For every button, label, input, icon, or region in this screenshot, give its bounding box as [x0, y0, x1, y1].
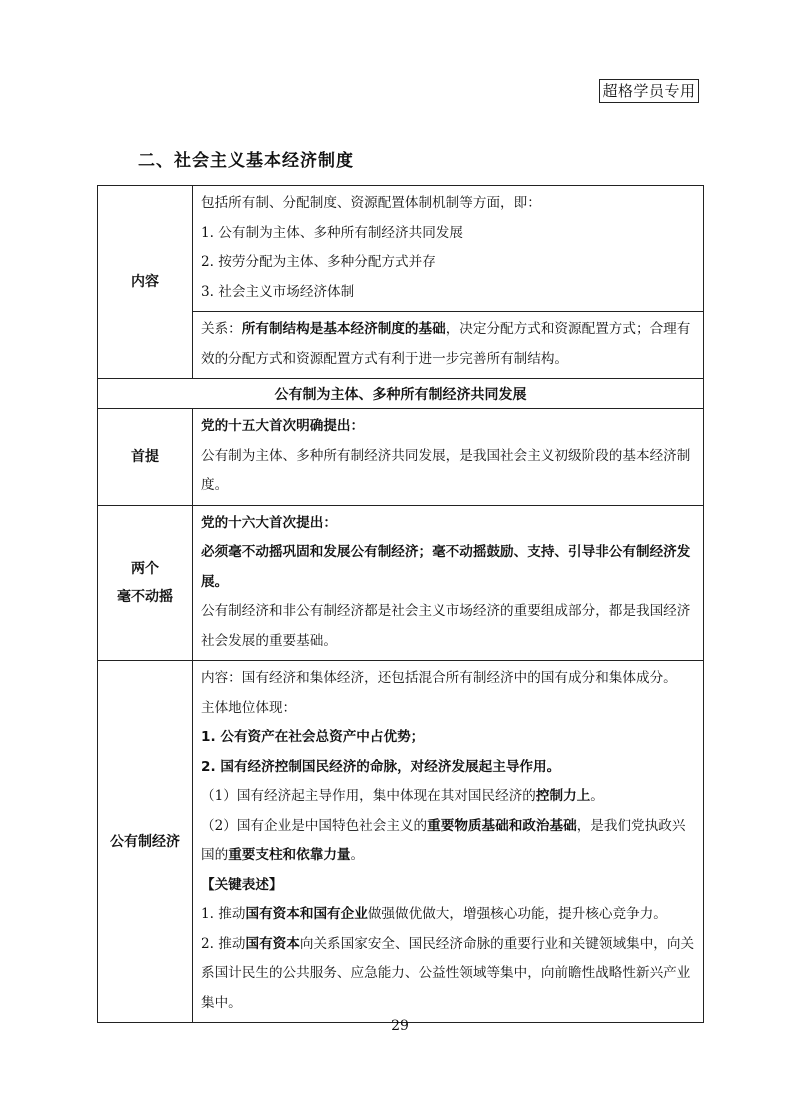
two-unwavering-cell: [193, 505, 704, 661]
first-proposal-body: 公有制为主体、多种所有制经济共同发展，是我国社会主义初级阶段的基本经济制度。: [201, 447, 691, 493]
page-number: 29: [391, 1018, 409, 1034]
two-unwavering-heading: 党的十六大首次提出：: [201, 514, 337, 531]
relation-text: 关系：所有制结构是基本经济制度的基础，决定分配方式和资源配置方式；合理有效的分配方式和资源配置方式有利于进一步完善所有制结构。: [201, 321, 691, 367]
row-label-content: 内容: [98, 186, 193, 379]
sub-point-1: （1）国有经济起主导作用，集中体现在其对国民经济的控制力上。: [201, 788, 604, 804]
relation-cell: [193, 312, 704, 379]
economic-system-table: [97, 185, 704, 1023]
content-item-2: 2. 按劳分配为主体、多种分配方式并存: [201, 254, 436, 270]
first-proposal-heading: 党的十五大首次明确提出：: [201, 418, 365, 434]
table-row-two-unwavering: [98, 505, 704, 661]
content-item-3: 3. 社会主义市场经济体制: [201, 283, 355, 300]
content-intro: 包括所有制、分配制度、资源配置体制机制等方面，即：: [201, 195, 541, 211]
content-item-1: 1. 公有制为主体、多种所有制经济共同发展: [201, 224, 463, 241]
two-unwavering-bold: 必须毫不动摇巩固和发展公有制经济；毫不动摇鼓励、支持、引导非公有制经济发展。: [201, 544, 691, 590]
label-line-2: 毫不动摇: [117, 588, 173, 605]
section-divider-heading: 公有制为主体、多种所有制经济共同发展: [98, 379, 704, 409]
student-only-badge: 超格学员专用: [599, 79, 699, 103]
table-row-content: [98, 186, 704, 312]
main-status-heading: 主体地位体现：: [201, 699, 297, 716]
first-proposal-cell: [193, 409, 704, 506]
row-label-first-proposal: 首提: [98, 409, 193, 506]
label-line-1: 两个: [131, 560, 159, 577]
public-economy-content: 内容：国有经济和集体经济，还包括混合所有制经济中的国有成分和集体成分。: [201, 670, 677, 686]
point-1: 1. 公有资产在社会总资产中占优势；: [201, 729, 425, 745]
two-unwavering-body: 公有制经济和非公有制经济都是社会主义市场经济的重要组成部分，都是我国经济社会发展的重要基础。: [201, 603, 691, 649]
key-expression-1: 1. 推动国有资本和国有企业做强做优做大，增强核心功能，提升核心竞争力。: [201, 906, 667, 922]
row-label-two-unwavering: [98, 505, 193, 661]
content-items-cell: [193, 186, 704, 312]
point-2: 2. 国有经济控制国民经济的命脉，对经济发展起主导作用。: [201, 758, 561, 775]
row-label-public-economy: 公有制经济: [98, 661, 193, 1023]
section-title: 二、社会主义基本经济制度: [138, 151, 354, 171]
public-economy-cell: [193, 661, 704, 1023]
key-expressions-heading: 【关键表述】: [201, 876, 283, 893]
sub-point-2: （2）国有企业是中国特色社会主义的重要物质基础和政治基础，是我们党执政兴国的重要支柱和依靠力量。: [201, 817, 686, 863]
relation-bold: 所有制结构是基本经济制度的基础: [241, 321, 446, 337]
table-row-divider: [98, 379, 704, 409]
table-row-first-proposal: [98, 409, 704, 506]
table-row-public-economy: [98, 661, 704, 1023]
key-expression-2: 2. 推动国有资本向关系国家安全、国民经济命脉的重要行业和关键领域集中，向关系国计民生的公共服务、应急能力、公益性领域等集中，向前瞻性战略性新兴产业集中。: [201, 935, 695, 1011]
